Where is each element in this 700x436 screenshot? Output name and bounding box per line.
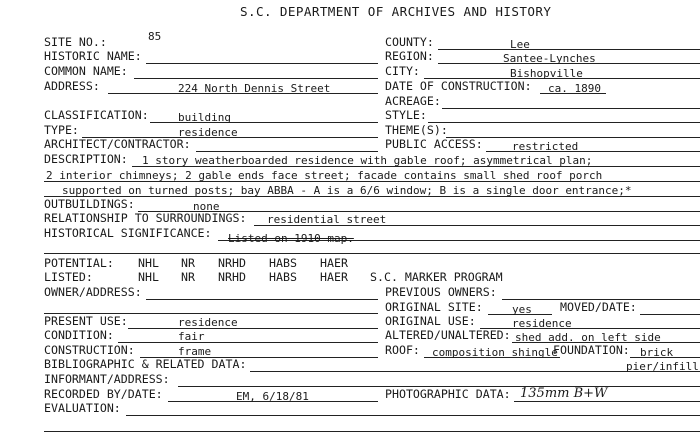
classification-label: CLASSIFICATION:: [44, 108, 149, 122]
listed-nrhd: NRHD: [218, 270, 246, 284]
description-line-2: 2 interior chimneys; 2 gable ends face street; facade contains small shed roof porch: [46, 169, 603, 182]
outbuildings-label: OUTBUILDINGS:: [44, 197, 135, 211]
photographic-data-value: 135mm B+W: [520, 386, 608, 401]
historical-significance-label: HISTORICAL SIGNIFICANCE:: [44, 226, 212, 240]
informant-label: INFORMANT/ADDRESS:: [44, 372, 170, 386]
foundation-value-2: pier/infill: [626, 360, 699, 373]
original-site-value: yes: [512, 303, 532, 316]
city-label: CITY:: [385, 64, 420, 78]
construction-value: frame: [178, 345, 212, 358]
original-use-label: ORIGINAL USE:: [385, 314, 476, 328]
region-value: Santee-Lynches: [503, 52, 596, 65]
historical-significance-value: Listed on 1910 map.: [228, 232, 354, 245]
acreage-underline: [442, 108, 700, 109]
historical-significance-underline-2: [44, 253, 700, 254]
date-of-construction-value: ca. 1890: [548, 82, 601, 95]
architect-label: ARCHITECT/CONTRACTOR:: [44, 137, 191, 151]
themes-label: THEME(S):: [385, 123, 448, 137]
public-access-label: PUBLIC ACCESS:: [385, 137, 483, 151]
classification-value: building: [178, 111, 231, 124]
public-access-value: restricted: [512, 140, 579, 153]
description-label: DESCRIPTION:: [44, 152, 128, 166]
historic-name-label: HISTORIC NAME:: [44, 49, 142, 63]
evaluation-label: EVALUATION:: [44, 401, 121, 415]
type-value: residence: [178, 126, 238, 139]
listed-haer: HAER: [320, 270, 348, 284]
owner-address-label: OWNER/ADDRESS:: [44, 285, 142, 299]
bibliographic-label: BIBLIOGRAPHIC & RELATED DATA:: [44, 357, 247, 371]
photographic-data-label: PHOTOGRAPHIC DATA:: [385, 387, 511, 401]
document-title: S.C. DEPARTMENT OF ARCHIVES AND HISTORY: [240, 4, 552, 19]
altered-unaltered-value: shed add. on left side: [515, 331, 661, 344]
moved-date-label: MOVED/DATE:: [560, 300, 637, 314]
date-of-construction-label: DATE OF CONSTRUCTION:: [385, 79, 532, 93]
county-underline: [438, 49, 700, 50]
listed-nhl: NHL: [138, 270, 159, 284]
architect-underline: [196, 151, 378, 152]
potential-label: POTENTIAL:: [44, 256, 114, 270]
marker-program-label: S.C. MARKER PROGRAM: [370, 270, 503, 284]
construction-label: CONSTRUCTION:: [44, 343, 135, 357]
description-line-1: 1 story weatherboarded residence with gable roof; asymmetrical plan;: [142, 154, 593, 167]
listed-habs: HABS: [269, 270, 297, 284]
common-name-label: COMMON NAME:: [44, 64, 128, 78]
present-use-underline: [128, 328, 378, 329]
relationship-value: residential street: [267, 213, 387, 226]
condition-underline: [118, 342, 378, 343]
present-use-value: residence: [178, 316, 238, 329]
potential-nrhd: NRHD: [218, 256, 246, 270]
city-value: Bishopville: [510, 67, 583, 80]
moved-date-underline: [640, 314, 700, 315]
foundation-value: brick: [640, 346, 674, 359]
site-no-value: 85: [148, 30, 162, 43]
foundation-label: FOUNDATION:: [553, 343, 630, 357]
potential-nhl: NHL: [138, 256, 159, 270]
address-label: ADDRESS:: [44, 79, 100, 93]
county-value: Lee: [510, 38, 530, 51]
county-label: COUNTY:: [385, 35, 434, 49]
relationship-label: RELATIONSHIP TO SURROUNDINGS:: [44, 211, 247, 225]
present-use-label: PRESENT USE:: [44, 314, 128, 328]
listed-label: LISTED:: [44, 270, 93, 284]
historic-name-underline: [146, 63, 378, 64]
listed-nr: NR: [181, 270, 195, 284]
roof-value: composition shingle: [432, 346, 558, 359]
address-value: 224 North Dennis Street: [178, 82, 331, 95]
type-label: TYPE:: [44, 123, 79, 137]
site-no-label: SITE NO.:: [44, 35, 107, 49]
owner-address-underline: [146, 299, 378, 300]
original-use-value: residence: [512, 317, 572, 330]
potential-nr: NR: [181, 256, 195, 270]
evaluation-underline: [126, 415, 700, 416]
recorded-by-label: RECORDED BY/DATE:: [44, 387, 163, 401]
previous-owners-label: PREVIOUS OWNERS:: [385, 285, 497, 299]
themes-underline: [446, 137, 700, 138]
altered-unaltered-label: ALTERED/UNALTERED:: [385, 328, 511, 342]
condition-value: fair: [178, 330, 205, 343]
photographic-data-underline: [514, 401, 700, 402]
description-line-3: supported on turned posts; bay ABBA - A is a 6/6 window; B is a single door entrance;*: [62, 184, 632, 197]
style-underline: [428, 122, 700, 123]
potential-haer: HAER: [320, 256, 348, 270]
original-site-label: ORIGINAL SITE:: [385, 300, 483, 314]
evaluation-underline-2: [44, 431, 700, 432]
common-name-underline: [134, 78, 378, 79]
condition-label: CONDITION:: [44, 328, 114, 342]
style-label: STYLE:: [385, 108, 427, 122]
potential-habs: HABS: [269, 256, 297, 270]
roof-label: ROOF:: [385, 343, 420, 357]
acreage-label: ACREAGE:: [385, 94, 441, 108]
region-label: REGION:: [385, 49, 434, 63]
outbuildings-value: none: [193, 200, 220, 213]
recorded-by-value: EM, 6/18/81: [236, 390, 309, 403]
